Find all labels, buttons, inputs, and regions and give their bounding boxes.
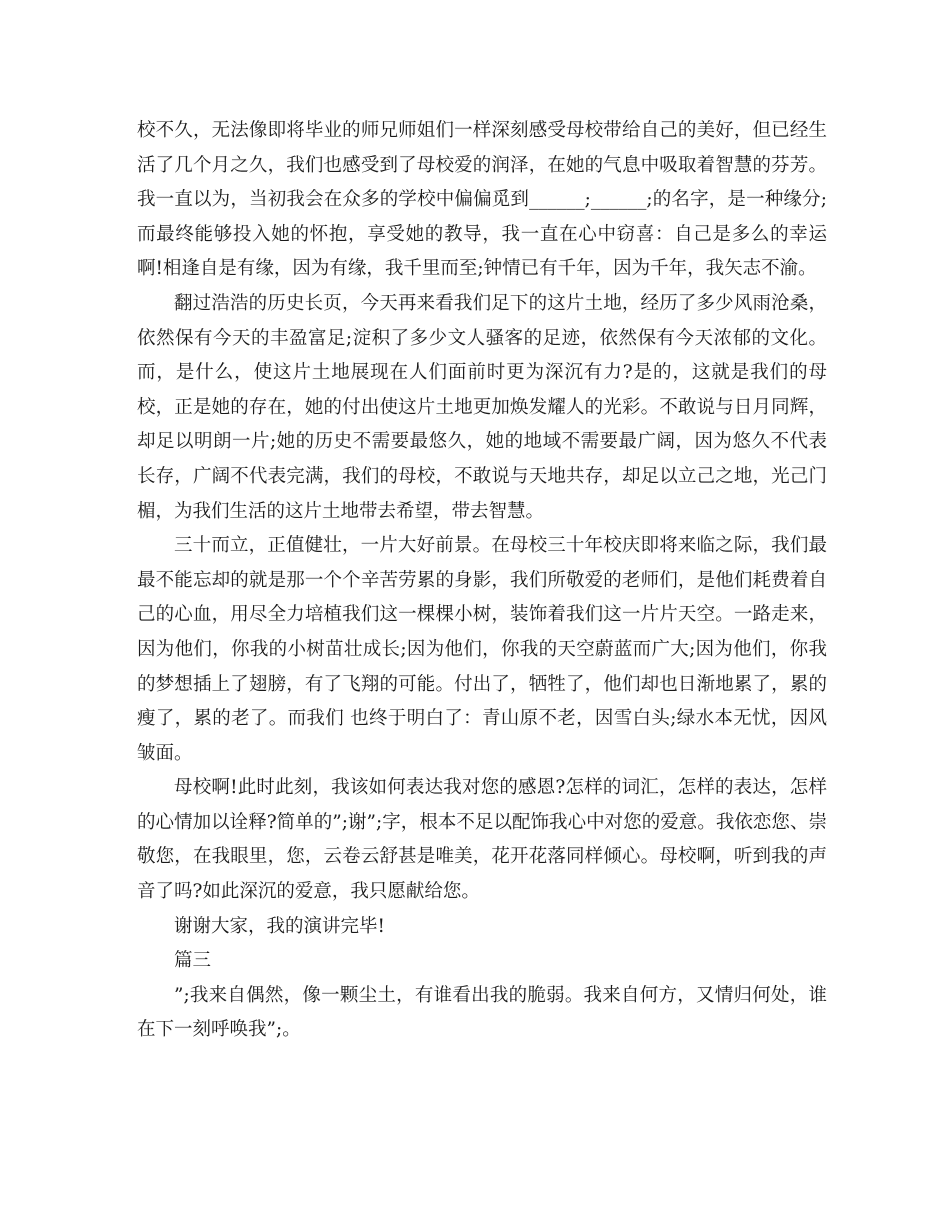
paragraph-1: 校不久，无法像即将毕业的师兄师姐们一样深刻感受母校带给自己的美好，但已经生活了几个月之久，我们也感受到了母校爱的润泽，在她的气息中吸取着智慧的芬芳。我一直以为，当初我会在众多的学校中偏偏觅到______;______;的名字，是一种缘分;而最终能够投入她的怀抱，享受她的教导，我一直在心中窃喜：自己是多么的幸运啊!相逢自是有缘，因为有缘，我千里而至;钟情已有千年，因为千年，我矢志不渝。 bbox=[137, 120, 827, 280]
paragraph-2: 翻过浩浩的历史长页，今天再来看我们足下的这片土地，经历了多少风雨沧桑，依然保有今天的丰盈富足;淀积了多少文人骚客的足迹，依然保有今天浓郁的文化。而，是什么，使这片土地展现在人们面前时更为深沉有力?是的，这就是我们的母校，正是她的存在，她的付出使这片土地更加焕发耀人的光彩。不敢说与日月同辉，却足以明朗一片;她的历史不需要最悠久，她的地域不需要最广阔，因为悠久不代表长存，广阔不代表完满，我们的母校，不敢说与天地共存，却足以立己之地，光己门楣，为我们生活的这片土地带去希望，带去智慧。 bbox=[137, 292, 827, 522]
paragraph-3: 三十而立，正值健壮，一片大好前景。在母校三十年校庆即将来临之际，我们最最不能忘却的就是那一个个辛苦劳累的身影，我们所敬爱的老师们，是他们耗费着自己的心血，用尽全力培植我们这一棵棵小树，装饰着我们这一片片天空。一路走来，因为他们，你我的小树苗壮成长;因为他们，你我的天空蔚蓝而广大;因为他们，你我的梦想插上了翅膀，有了飞翔的可能。付出了，牺牲了，他们却也日渐地累了，累的瘦了，累的老了。而我们 也终于明白了：青山原不老，因雪白头;绿水本无忧，因风皱面。 bbox=[137, 535, 827, 764]
paragraph-closing: 谢谢大家，我的演讲完毕! bbox=[174, 915, 385, 937]
document-body bbox=[137, 114, 827, 1048]
paragraph-4: 母校啊!此时此刻，我该如何表达我对您的感恩?怎样的词汇，怎样的表达，怎样的心情加以诠释?简单的”;谢”;字，根本不足以配饰我心中对您的爱意。我依恋您、崇敬您，在我眼里，您，云卷云舒甚是唯美，花开花落同样倾心。母校啊，听到我的声音了吗?如此深沉的爱意，我只愿献给您。 bbox=[137, 777, 827, 903]
paragraph-5: ”;我来自偶然，像一颗尘土，有谁看出我的脆弱。我来自何方，又情归何处，谁在下一刻呼唤我”;。 bbox=[137, 984, 827, 1041]
section-heading: 篇三 bbox=[174, 950, 212, 972]
